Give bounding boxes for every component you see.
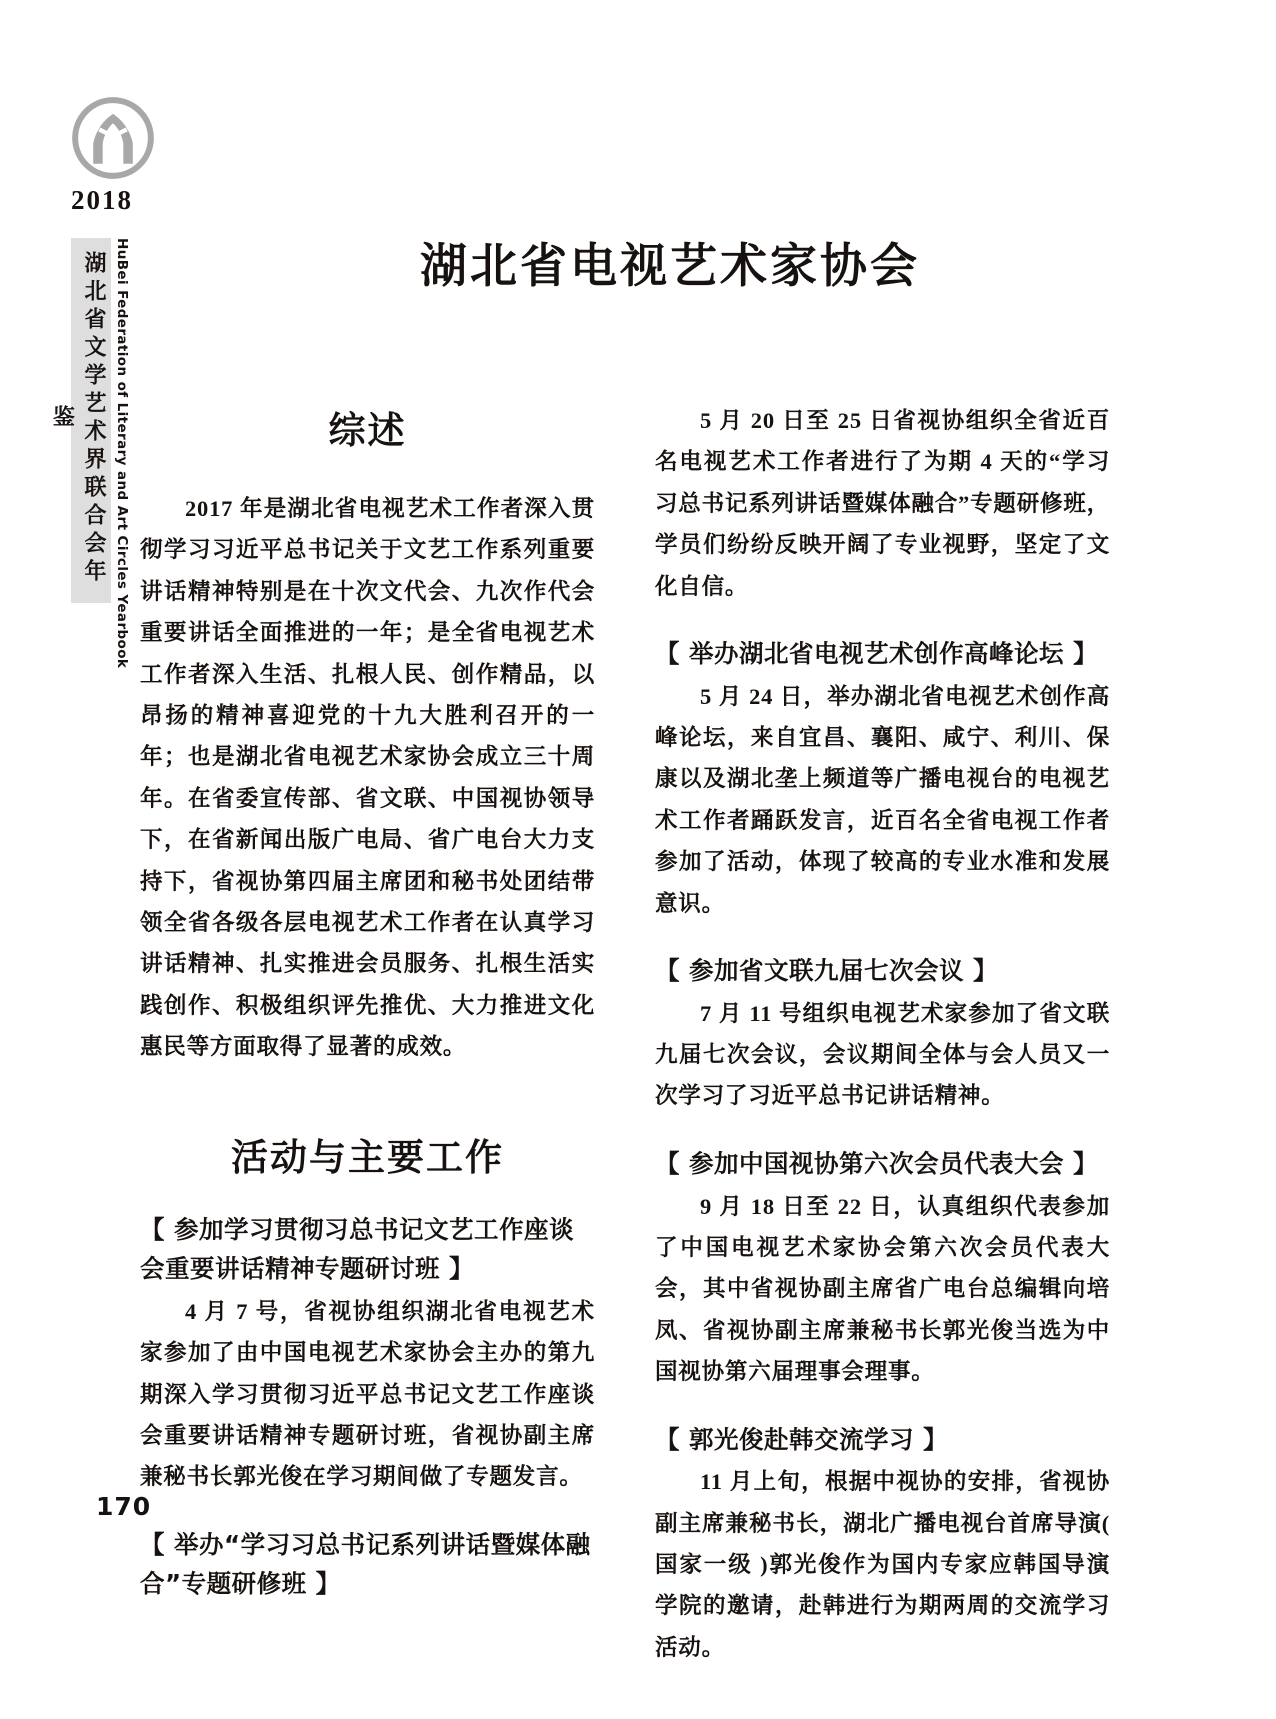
section-heading-activities: 活动与主要工作 [231, 1136, 504, 1180]
subsection-paragraph: 4 月 7 号，省视协组织湖北省电视艺术家参加了由中国电视艺术家协会主办的第九期深入学习贯彻习近平总书记文艺工作座谈会重要讲话精神专题研讨班，省视协副主席兼秘书长郭光俊在学习期间做了专题发言。 [140, 1298, 595, 1490]
year-stamp: 2018 [71, 185, 133, 215]
vertical-title-en: HuBei Federation of Literary and Art Circles Yearbook [114, 238, 130, 669]
subsection-heading: 【 参加省文联九届七次会议 】 [655, 956, 999, 985]
hubei-federation-emblem-icon [70, 95, 156, 181]
subsection-paragraph: 9 月 18 日至 22 日，认真组织代表参加了中国电视艺术家协会第六次会员代表大会，其中省视协副主席省广电台总编辑向培凤、省视协副主席兼秘书长郭光俊当选为中国视协第六届理事会理事。 [655, 1193, 1110, 1385]
subsection-paragraph: 5 月 24 日，举办湖北省电视艺术创作高峰论坛，来自宜昌、襄阳、咸宁、利川、保康以及湖北垄上频道等广播电视台的电视艺术工作者踊跃发言，近百名全省电视工作者参加了活动，体现了较高的专业水准和发展意识。 [655, 683, 1110, 916]
article-columns [140, 400, 1140, 1672]
vertical-title-cn: 湖北省文学艺术界联合会年鉴 [71, 238, 111, 603]
subsection-heading: 【 参加学习贯彻习总书记文艺工作座谈会重要讲话精神专题研讨班 】 [140, 1215, 575, 1284]
page-number: 170 [96, 1492, 152, 1521]
page-title: 湖北省电视艺术家协会 [420, 239, 920, 295]
subsection-heading: 【 参加中国视协第六次会员代表大会 】 [655, 1148, 1099, 1178]
subsection-heading: 【 郭光俊赴韩交流学习 】 [655, 1424, 949, 1454]
subsection-heading: 【 举办湖北省电视艺术创作高峰论坛 】 [655, 638, 1099, 668]
section-heading-overview: 综述 [328, 409, 407, 452]
subsection-paragraph: 11 月上旬，根据中视协的安排，省视协副主席兼秘书长，湖北广播电视台首席导演( 国家一级 )郭光俊作为国内专家应韩国导演学院的邀请，赴韩进行为期两周的交流学习活动。 [655, 1469, 1110, 1660]
subsection-paragraph: 7 月 11 号组织电视艺术家参加了省文联九届七次会议，会议期间全体与会人员又一次学习了习近平总书记讲话精神。 [655, 1000, 1110, 1109]
left-column [140, 400, 595, 1672]
overview-paragraph: 2017 年是湖北省电视艺术工作者深入贯彻学习习近平总书记关于文艺工作系列重要讲话精神特别是在十次文代会、九次作代会重要讲话全面推进的一年；是全省电视艺术工作者深入生活、扎根人民、创作精品，以昂扬的精神喜迎党的十九大胜利召开的一年；也是湖北省电视艺术家协会成立三十周年。在省委宣传部、省文联、中国视协领导下，在省新闻出版广电局、省广电台大力支持下，省视协第四届主席团和秘书处团结带领全省各级各层电视艺术工作者在认真学习讲话精神、扎实推进会员服务、扎根生活实践创作、积极组织评先推优、大力推进文化惠民等方面取得了显著的成效。 [140, 496, 595, 1060]
lead-paragraph: 5 月 20 日至 25 日省视协组织全省近百名电视艺术工作者进行了为期 4 天的“学习习总书记系列讲话暨媒体融合”专题研修班，学员们纷纷反映开阔了专业视野，坚定了文化自信。 [655, 408, 1110, 599]
subsection-heading: 【 举办“学习习总书记系列讲话暨媒体融合”专题研修班 】 [140, 1529, 591, 1598]
right-column [655, 400, 1110, 1672]
